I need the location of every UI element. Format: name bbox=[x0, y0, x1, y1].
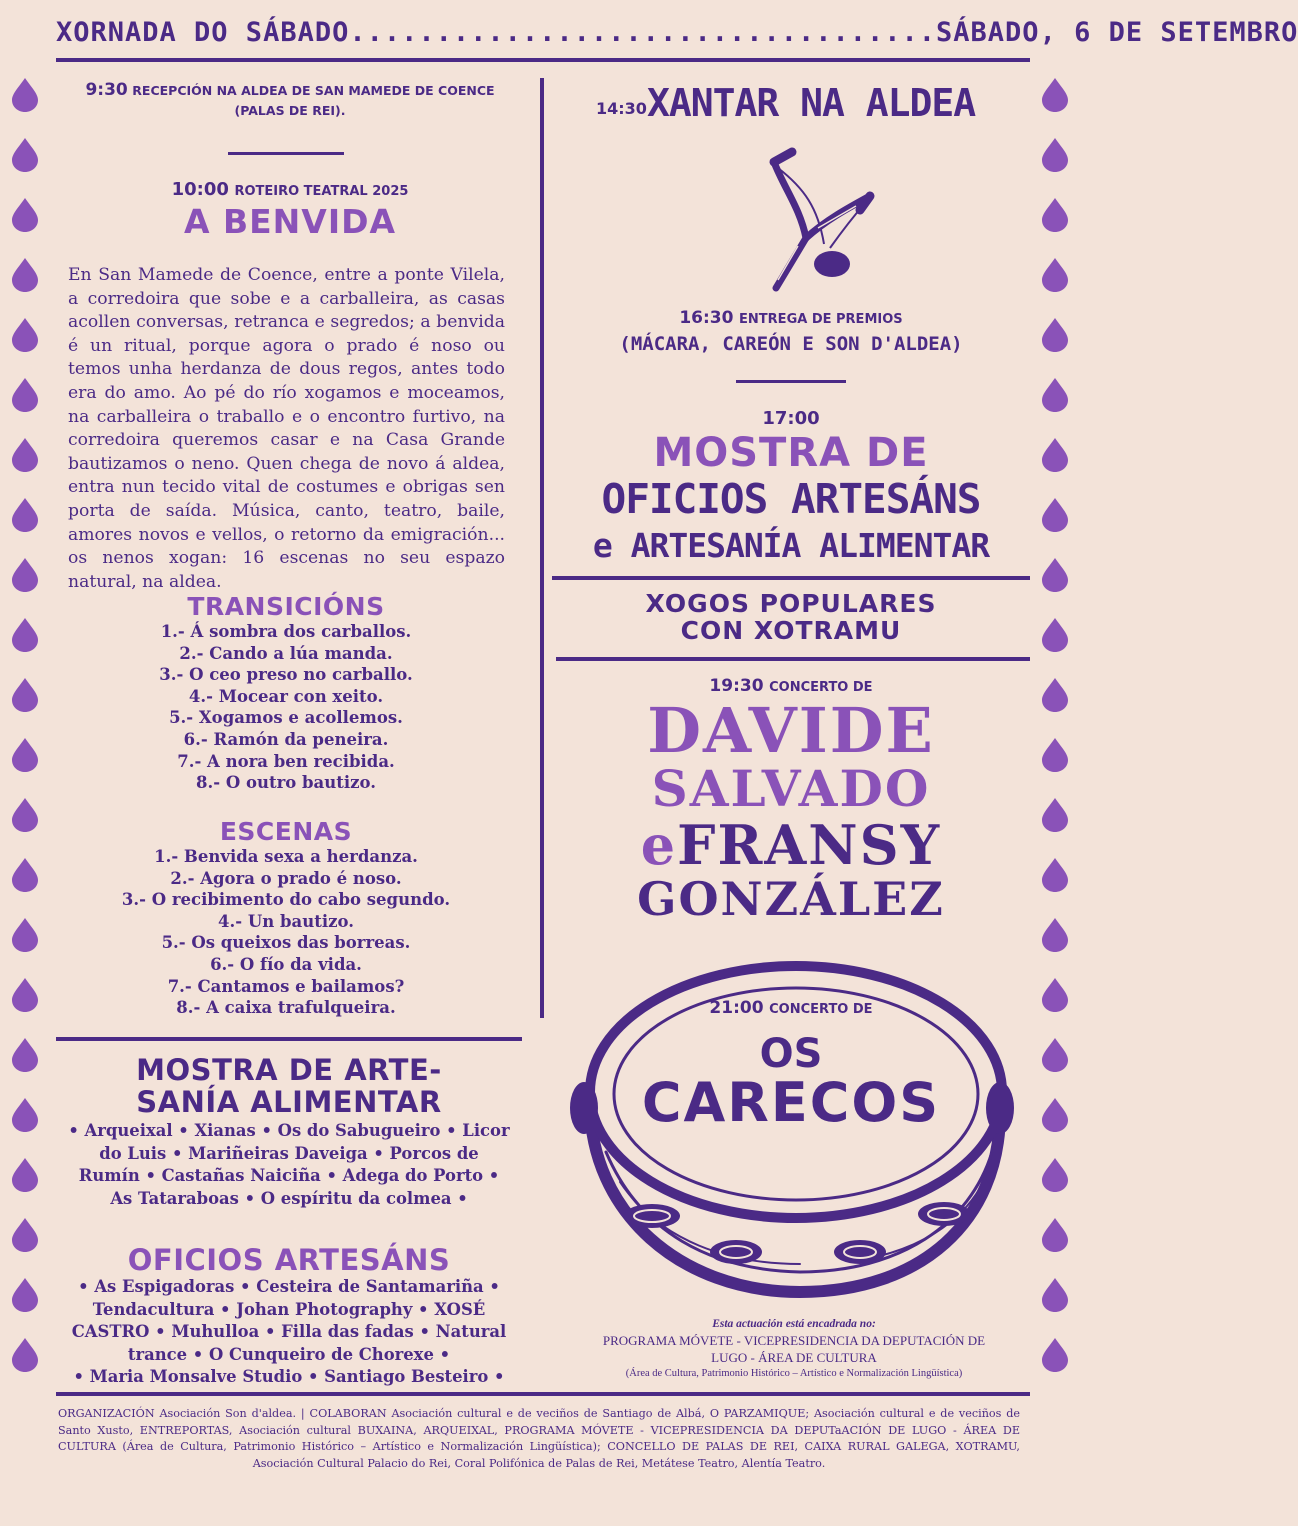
petal-icon bbox=[1042, 1158, 1068, 1192]
transicions-list bbox=[60, 621, 512, 794]
rule-left-bottom bbox=[56, 1037, 522, 1041]
petal-icon bbox=[12, 858, 38, 892]
mostra-block bbox=[552, 406, 1030, 568]
mostra-line1: MOSTRA DE bbox=[653, 430, 929, 476]
premios-label: ENTREGA DE PREMIOS bbox=[739, 312, 903, 327]
escenas-list bbox=[60, 846, 512, 1019]
petal-icon bbox=[12, 138, 38, 172]
xogos-line2: CON XOTRAMU bbox=[680, 616, 902, 645]
premios-line2: (MÁCARA, CAREÓN E SON D'ALDEA) bbox=[619, 333, 963, 355]
list-item: 2.- Cando a lúa manda. bbox=[179, 643, 393, 663]
concerto2-line2: CARECOS bbox=[641, 1071, 941, 1134]
petal-icon bbox=[12, 558, 38, 592]
mostra-alimentar-list bbox=[56, 1120, 522, 1210]
list-item: 7.- Cantamos e bailamos? bbox=[167, 976, 405, 996]
xantar-time: 14:30 bbox=[596, 99, 647, 118]
list-line: Rumín • Castañas Naiciña • Adega do Porto • bbox=[78, 1166, 500, 1186]
reception-block bbox=[60, 80, 520, 120]
rule-2 bbox=[736, 380, 846, 383]
programa-intro: Esta actuación está encadrada no: bbox=[712, 1318, 876, 1330]
artist-line2: SALVADO bbox=[651, 759, 931, 818]
header-rule bbox=[56, 58, 1030, 62]
list-line: • Arqueixal • Xianas • Os do Sabugueiro • Licor bbox=[68, 1121, 510, 1140]
petal-icon bbox=[1042, 1038, 1068, 1072]
petal-icon bbox=[1042, 498, 1068, 532]
petal-icon bbox=[1042, 378, 1068, 412]
list-item: 1.- Benvida sexa a herdanza. bbox=[154, 847, 418, 866]
slingshot-icon bbox=[748, 148, 888, 298]
petal-icon bbox=[12, 1338, 38, 1372]
rule-3 bbox=[552, 576, 1030, 580]
petal-icon bbox=[12, 198, 38, 232]
mostra-time: 17:00 bbox=[762, 408, 820, 429]
list-item: 7.- A nora ben recibida. bbox=[177, 751, 395, 771]
petal-icon bbox=[12, 918, 38, 952]
reception-line1: RECEPCIÓN NA ALDEA DE SAN MAMEDE DE COENCE bbox=[132, 83, 495, 98]
list-item: 6.- Ramón da peneira. bbox=[183, 729, 389, 749]
list-line: • Maria Monsalve Studio • Santiago Besteiro • bbox=[73, 1367, 505, 1387]
escenas-title: ESCENAS bbox=[219, 817, 353, 846]
column-divider bbox=[540, 78, 544, 1018]
petal-icon bbox=[12, 798, 38, 832]
list-item: 8.- O outro bautizo. bbox=[196, 773, 376, 793]
petal-icon bbox=[1042, 198, 1068, 232]
xogos-line1: XOGOS POPULARES bbox=[645, 589, 937, 618]
petal-icon bbox=[12, 258, 38, 292]
petal-icon bbox=[12, 618, 38, 652]
list-item: 3.- O ceo preso no carballo. bbox=[159, 665, 413, 685]
petal-icon bbox=[1042, 1278, 1068, 1312]
list-item: 6.- O fío da vida. bbox=[210, 954, 362, 974]
header-dots: .................................. bbox=[349, 16, 937, 48]
xantar-block bbox=[596, 80, 1026, 126]
programa-line2: LUGO - ÁREA DE CULTURA bbox=[711, 1350, 877, 1365]
concerto2-line1: OS bbox=[759, 1031, 823, 1077]
escenas-section bbox=[60, 817, 512, 1019]
artist-line1: DAVIDE bbox=[647, 694, 935, 767]
footer-credits: ORGANIZACIÓN Asociación Son d'aldea. | COLABORAN Asociación cultural e de veciños de Santiago de Albá, O PARZAMIQUE; Asociación cultural e de veciños de Santo Xusto, ENTREPORTAS, Asociación cultural BUXAINA, ARQUEIXAL, PROGRAMA MÓVETE - VICEPRESIDENCIA DA DEPUTaACIÓN DE LUGO - ÁREA DE CULTURA (Área de Cultura, Patrimonio Histórico – Artístico e Normalización Lingüística); CONCELLO DE PALAS DE REI, CAIXA RURAL GALEGA, XOTRAMU, Asociación Cultural Palacio do Rei, Coral Polifónica de Palas de Rei, Metátese Teatro, Alentía Teatro. bbox=[58, 1407, 1020, 1470]
list-line: do Luis • Mariñeiras Daveiga • Porcos de bbox=[99, 1143, 479, 1163]
list-line: As Tataraboas • O espíritu da colmea • bbox=[110, 1188, 468, 1208]
petal-icon bbox=[12, 1218, 38, 1252]
petal-icon bbox=[1042, 978, 1068, 1012]
petal-icon bbox=[12, 1278, 38, 1312]
header-date: SÁBADO, 6 DE SETEMBRO bbox=[936, 16, 1298, 48]
concerto2-time: 21:00 bbox=[709, 998, 764, 1018]
petal-icon bbox=[12, 438, 38, 472]
page-header bbox=[56, 12, 1298, 52]
concerto2-block bbox=[596, 996, 986, 1132]
transicions-title: TRANSICIÓNS bbox=[187, 592, 385, 621]
programa-block bbox=[546, 1316, 1042, 1382]
artist-e: e bbox=[640, 813, 678, 877]
mostra-alimentar-title-2: SANÍA ALIMENTAR bbox=[136, 1085, 442, 1119]
premios-time: 16:30 bbox=[679, 308, 734, 328]
list-item: 4.- Mocear con xeito. bbox=[188, 686, 384, 706]
xogos-block bbox=[552, 590, 1030, 644]
list-item: 2.- Agora o prado é noso. bbox=[170, 868, 402, 888]
transicions-section bbox=[60, 592, 512, 794]
list-line: CASTRO • Muhulloa • Filla das fadas • Natural bbox=[71, 1322, 507, 1342]
artist-line3: FRANSY bbox=[677, 813, 942, 877]
concerto2-label: CONCERTO DE bbox=[769, 1002, 873, 1017]
list-line: trance • O Cunqueiro de Chorexe • bbox=[127, 1344, 451, 1364]
petal-icon bbox=[12, 1158, 38, 1192]
petal-icon bbox=[1042, 258, 1068, 292]
petal-icon bbox=[1042, 318, 1068, 352]
petal-icon bbox=[12, 78, 38, 112]
petal-icon bbox=[12, 678, 38, 712]
list-line: • As Espigadoras • Cesteira de Santamariña • bbox=[78, 1277, 500, 1296]
programa-line3: (Área de Cultura, Patrimonio Histórico – Artístico e Normalización Lingüística) bbox=[625, 1368, 963, 1379]
petal-icon bbox=[12, 378, 38, 412]
roteiro-label: ROTEIRO TEATRAL 2025 bbox=[234, 184, 409, 199]
oficios-section bbox=[56, 1244, 522, 1389]
mostra-alimentar-section bbox=[56, 1054, 522, 1210]
header-title: XORNADA DO SÁBADO bbox=[56, 16, 350, 48]
mostra-line3: e ARTESANÍA ALIMENTAR bbox=[592, 526, 990, 565]
reception-time: 9:30 bbox=[85, 80, 128, 100]
concerto1-artist bbox=[552, 694, 1030, 926]
roteiro-title: A BENVIDA bbox=[183, 202, 397, 241]
mostra-alimentar-title-1: MOSTRA DE ARTE- bbox=[136, 1053, 442, 1087]
footer-rule bbox=[56, 1392, 1030, 1396]
petal-icon bbox=[1042, 78, 1068, 112]
petal-icon bbox=[1042, 618, 1068, 652]
oficios-title: OFICIOS ARTESÁNS bbox=[127, 1243, 451, 1277]
petal-icon bbox=[1042, 1098, 1068, 1132]
list-item: 4.- Un bautizo. bbox=[218, 911, 354, 931]
rule-4 bbox=[556, 657, 1030, 661]
rule-1 bbox=[228, 152, 344, 155]
petal-icon bbox=[1042, 678, 1068, 712]
petal-icon bbox=[1042, 798, 1068, 832]
concerto1-time: 19:30 bbox=[709, 676, 764, 696]
petal-icon bbox=[12, 318, 38, 352]
premios-block bbox=[556, 306, 1026, 356]
roteiro-block bbox=[60, 178, 520, 240]
petal-icon bbox=[1042, 1218, 1068, 1252]
reception-line2: (PALAS DE REI). bbox=[234, 103, 346, 118]
intro-paragraph: En San Mamede de Coence, entre a ponte Vilela, a corredoira que sobe e a carballeira, as casas acollen conversas, retranca e segredos; a benvida é un ritual, porque agora o prado é noso ou temos unha herdanza de dous regos, antes todo era do amo. Ao pé do río xogamos e moceamos, na carballeira o traballo e o encontro furtivo, na corredoira queremos casar e na Casa Grande bautizamos o neno. Quen chega de novo á aldea, entra nun tecido vital de costumes e obrigas sen porta de saída. Música, canto, teatro, baile, amores novos e vellos, o retorno da emigración... os nenos xogan: 16 escenas no seu espazo natural, na aldea. bbox=[68, 265, 505, 592]
programa-line1: PROGRAMA MÓVETE - VICEPRESIDENCIA DA DEPUTACIÓN DE bbox=[602, 1333, 986, 1348]
list-item: 1.- Á sombra dos carballos. bbox=[160, 622, 412, 641]
mostra-line2: OFICIOS ARTESÁNS bbox=[601, 475, 981, 523]
list-line: Tendacultura • Johan Photography • XOSÉ bbox=[92, 1299, 486, 1319]
list-item: 3.- O recibimento do cabo segundo. bbox=[121, 890, 451, 910]
petal-icon bbox=[1042, 858, 1068, 892]
concerto1-label: CONCERTO DE bbox=[769, 680, 873, 695]
petal-icon bbox=[12, 978, 38, 1012]
list-item: 5.- Os queixos das borreas. bbox=[161, 933, 411, 953]
artist-line4: GONZÁLEZ bbox=[637, 872, 945, 926]
list-item: 5.- Xogamos e acollemos. bbox=[169, 708, 403, 728]
list-item: 8.- A caixa trafulqueira. bbox=[176, 998, 396, 1018]
xantar-title: XANTAR NA ALDEA bbox=[646, 81, 976, 125]
petal-icon bbox=[1042, 738, 1068, 772]
petal-icon bbox=[12, 498, 38, 532]
petal-icon bbox=[12, 1038, 38, 1072]
roteiro-time: 10:00 bbox=[171, 179, 229, 200]
petal-icon bbox=[1042, 138, 1068, 172]
petal-icon bbox=[1042, 438, 1068, 472]
petal-icon bbox=[1042, 558, 1068, 592]
petal-icon bbox=[1042, 918, 1068, 952]
petal-icon bbox=[12, 738, 38, 772]
petal-icon bbox=[12, 1098, 38, 1132]
oficios-list bbox=[56, 1276, 522, 1389]
petal-icon bbox=[1042, 1338, 1068, 1372]
